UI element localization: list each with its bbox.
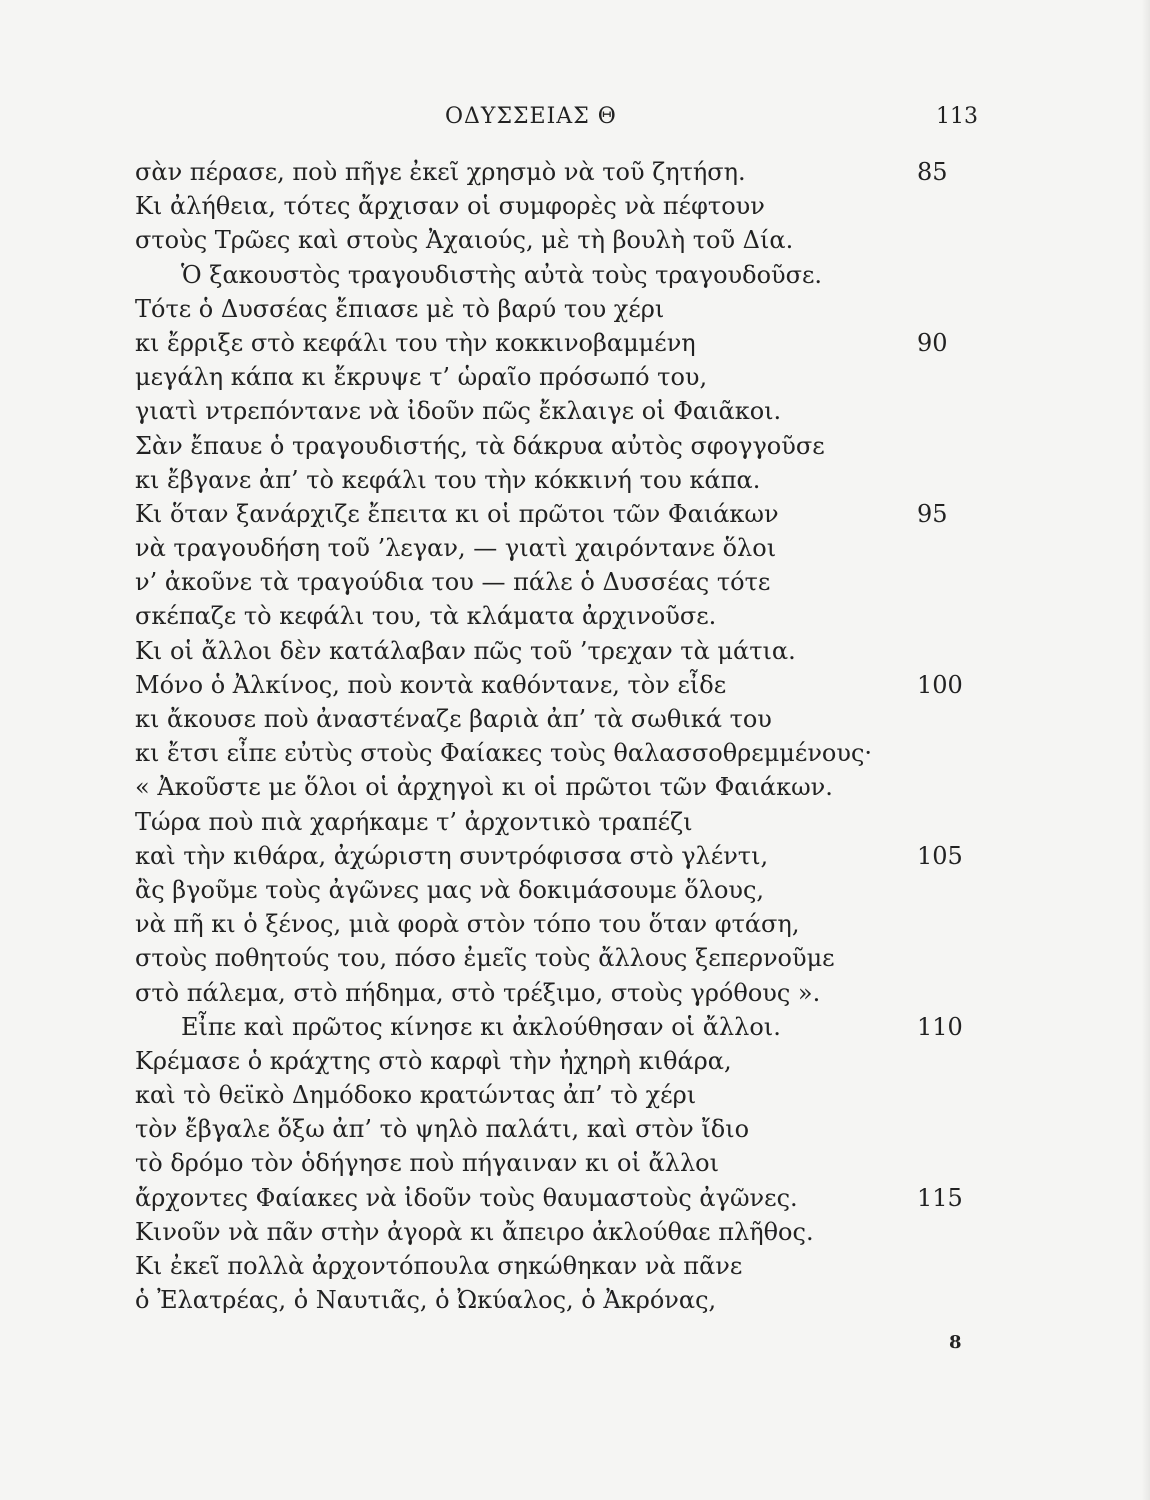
verse-line xyxy=(135,873,1005,907)
verse-line xyxy=(135,1249,1005,1283)
page-edge-shadow xyxy=(1142,0,1150,1500)
verse-line xyxy=(135,155,1005,189)
verse-text: Κι ἐκεῖ πολλὰ ἀρχοντόπουλα σηκώθηκαν νὰ πᾶνε xyxy=(135,1252,743,1280)
verse-line xyxy=(135,1044,1005,1078)
verse-line xyxy=(135,599,1005,633)
verse-text: κι ἄκουσε ποὺ ἀναστέναζε βαριὰ ἀπ’ τὰ σωθικά του xyxy=(135,705,772,733)
verse-line xyxy=(135,1215,1005,1249)
verse-line xyxy=(135,702,1005,736)
verse-line xyxy=(135,805,1005,839)
verse-line xyxy=(135,360,1005,394)
verse-text: μεγάλη κάπα κι ἔκρυψε τ’ ὡραῖο πρόσωπό του, xyxy=(135,363,708,392)
verse-text: Κινοῦν νὰ πᾶν στὴν ἀγορὰ κι ἄπειρο ἀκλούθαε πλῆθος. xyxy=(135,1217,814,1246)
verse-text: κι ἔρριξε στὸ κεφάλι του τὴν κοκκινοβαμμένη xyxy=(135,328,696,357)
verse-line xyxy=(135,976,1005,1010)
verse-line xyxy=(135,223,1005,257)
page-number: 113 xyxy=(936,104,978,129)
verse-text: καὶ τὸ θεϊκὸ Δημόδοκο κρατώντας ἀπ’ τὸ χέρι xyxy=(135,1081,697,1110)
verse-text: νὰ πῆ κι ὁ ξένος, μιὰ φορὰ στὸν τόπο του ὅταν φτάση, xyxy=(135,910,800,939)
verse-text: Τώρα ποὺ πιὰ χαρήκαμε τ’ ἀρχοντικὸ τραπέζι xyxy=(135,807,693,836)
verse-text: Κι ὅταν ξανάρχιζε ἔπειτα κι οἱ πρῶτοι τῶν Φαιάκων xyxy=(135,499,779,528)
verse-line xyxy=(135,258,1005,292)
verse-line xyxy=(135,839,1005,873)
verse-line xyxy=(135,1112,1005,1146)
line-number: 100 xyxy=(917,670,963,699)
verse-line xyxy=(135,941,1005,975)
verse-line xyxy=(135,1010,1005,1044)
signature-mark: 8 xyxy=(949,1332,962,1353)
verse-line xyxy=(135,565,1005,599)
verse-line xyxy=(135,429,1005,463)
verse-text: στὸ πάλεμα, στὸ πήδημα, στὸ τρέξιμο, στοὺς γρόθους ». xyxy=(135,978,821,1007)
verse-line xyxy=(135,292,1005,326)
verse-line xyxy=(135,634,1005,668)
verse-line xyxy=(135,1078,1005,1112)
verse-text: Σὰν ἔπαυε ὁ τραγουδιστής, τὰ δάκρυα αὐτὸς σφογγοῦσε xyxy=(135,431,825,460)
verse-text: καὶ τὴν κιθάρα, ἀχώριστη συντρόφισσα στὸ γλέντι, xyxy=(135,841,769,870)
verse-line xyxy=(135,1146,1005,1180)
verse-text: κι ἔβγανε ἀπ’ τὸ κεφάλι του τὴν κόκκινή του κάπα. xyxy=(135,465,761,494)
verse-text: τὸν ἔβγαλε ὄξω ἀπ’ τὸ ψηλὸ παλάτι, καὶ στὸν ἴδιο xyxy=(135,1115,750,1144)
verse-text: σκέπαζε τὸ κεφάλι του, τὰ κλάματα ἀρχινοῦσε. xyxy=(135,602,717,631)
verse-text: « Ἀκοῦστε με ὅλοι οἱ ἀρχηγοὶ κι οἱ πρῶτοι τῶν Φαιάκων. xyxy=(135,773,833,802)
verse-text: Ὁ ξακουστὸς τραγουδιστὴς αὐτὰ τοὺς τραγουδοῦσε. xyxy=(181,260,823,289)
running-head: ΟΔΥΣΣΕΙΑΣ Θ xyxy=(445,104,617,129)
verse-line xyxy=(135,189,1005,223)
verse-text: τὸ δρόμο τὸν ὁδήγησε ποὺ πήγαιναν κι οἱ ἄλλοι xyxy=(135,1149,720,1178)
verse-text: σὰν πέρασε, ποὺ πῆγε ἐκεῖ χρησμὸ νὰ τοῦ ζητήση. xyxy=(135,158,746,186)
verse-line xyxy=(135,394,1005,428)
verse-text: ἄρχοντες Φαίακες νὰ ἰδοῦν τοὺς θαυμαστοὺς ἀγῶνες. xyxy=(135,1183,798,1212)
line-number: 95 xyxy=(917,499,948,528)
verse-text: γιατὶ ντρεπόντανε νὰ ἰδοῦν πῶς ἔκλαιγε οἱ Φαιᾶκοι. xyxy=(135,397,782,426)
verse-text: ἂς βγοῦμε τοὺς ἀγῶνες μας νὰ δοκιμάσουμε ὅλους, xyxy=(135,875,765,904)
verse-text: νὰ τραγουδήση τοῦ ’λεγαν, — γιατὶ χαιρόντανε ὅλοι xyxy=(135,534,777,563)
line-number: 115 xyxy=(917,1183,963,1212)
verse-text: Μόνο ὁ Ἀλκίνος, ποὺ κοντὰ καθόντανε, τὸν εἶδε xyxy=(135,670,727,699)
verse-text: Κρέμασε ὁ κράχτης στὸ καρφὶ τὴν ἠχηρὴ κιθάρα, xyxy=(135,1046,732,1075)
verse-text: Κι ἀλήθεια, τότες ἄρχισαν οἱ συμφορὲς νὰ πέφτουν xyxy=(135,192,765,221)
verse-line xyxy=(135,770,1005,804)
verse-block xyxy=(135,155,1005,1317)
verse-text: ὁ Ἐλατρέας, ὁ Ναυτιᾶς, ὁ Ὠκύαλος, ὁ Ἀκρόνας, xyxy=(135,1286,717,1315)
verse-text: στοὺς ποθητούς του, πόσο ἐμεῖς τοὺς ἄλλους ξεπερνοῦμε xyxy=(135,944,835,973)
line-number: 110 xyxy=(917,1012,963,1041)
verse-line xyxy=(135,1181,1005,1215)
verse-line xyxy=(135,463,1005,497)
verse-line xyxy=(135,497,1005,531)
line-number: 105 xyxy=(917,841,963,870)
verse-line xyxy=(135,907,1005,941)
verse-text: Κι οἱ ἄλλοι δὲν κατάλαβαν πῶς τοῦ ’τρεχαν τὰ μάτια. xyxy=(135,636,796,665)
verse-text: ν’ ἀκοῦνε τὰ τραγούδια του — πάλε ὁ Δυσσέας τότε xyxy=(135,568,771,597)
verse-line xyxy=(135,736,1005,770)
verse-line xyxy=(135,326,1005,360)
verse-line xyxy=(135,668,1005,702)
verse-line xyxy=(135,1283,1005,1317)
line-number: 85 xyxy=(917,158,948,186)
line-number: 90 xyxy=(917,328,948,357)
verse-text: κι ἔτσι εἶπε εὐτὺς στοὺς Φαίακες τοὺς θαλασσοθρεμμένους· xyxy=(135,739,873,768)
verse-line xyxy=(135,531,1005,565)
verse-text: Εἶπε καὶ πρῶτος κίνησε κι ἀκλούθησαν οἱ ἄλλοι. xyxy=(181,1012,781,1041)
verse-text: στοὺς Τρῶες καὶ στοὺς Ἀχαιούς, μὲ τὴ βουλὴ τοῦ Δία. xyxy=(135,226,794,255)
verse-text: Τότε ὁ Δυσσέας ἔπιασε μὲ τὸ βαρύ του χέρι xyxy=(135,294,665,323)
